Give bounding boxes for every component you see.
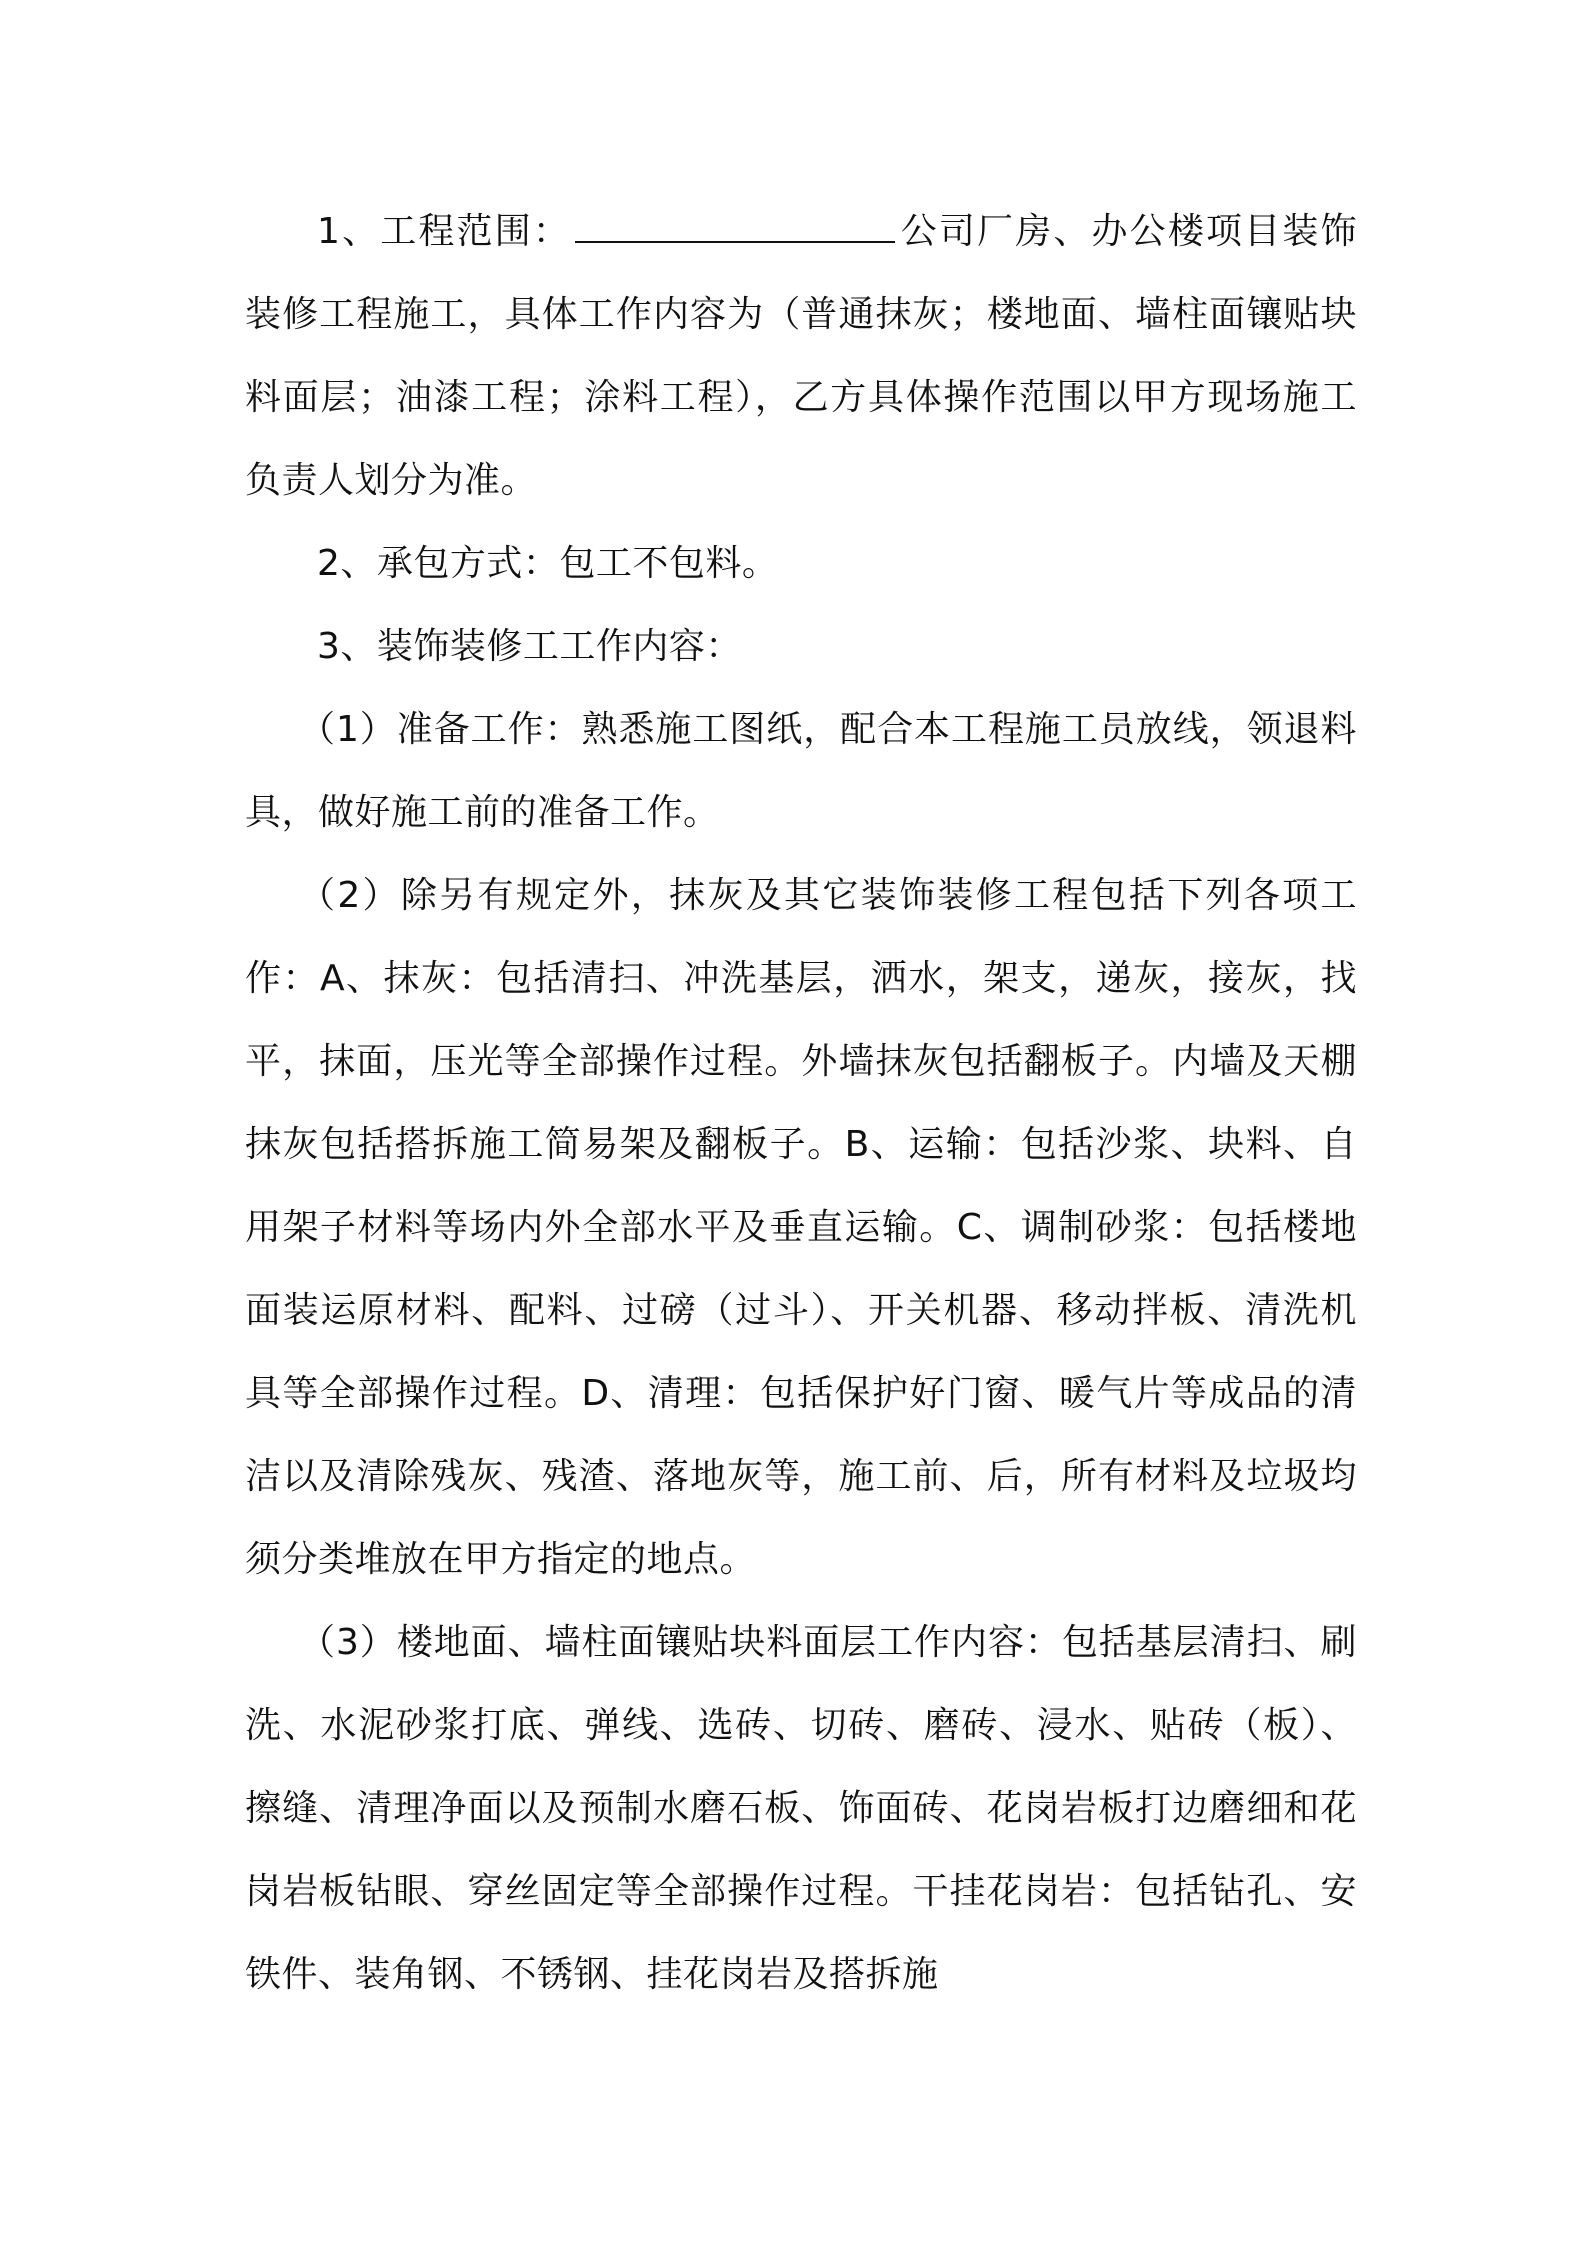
paragraph-plastering: （2）除另有规定外，抹灰及其它装饰装修工程包括下列各项工作：A、抹灰：包括清扫、冲洗基层，洒水，架支，递灰，接灰，找平，抹面，压光等全部操作过程。外墙抹灰包括翻板子。内墙及天棚抹灰包括搭拆施工简易架及翻板子。B、运输：包括沙浆、块料、自用架子材料等场内外全部水平及垂直运输。C、调制砂浆：包括楼地面装运原材料、配料、过磅（过斗）、开关机器、移动拌板、清洗机具等全部操作过程。D、清理：包括保护好门窗、暖气片等成品的清洁以及清除残灰、残渣、落地灰等，施工前、后，所有材料及垃圾均须分类堆放在甲方指定的地点。: [245, 875, 1357, 1580]
paragraph-contract-method: 2、承包方式：包工不包料。: [317, 543, 779, 584]
document-page: [245, 190, 1357, 2016]
scope-label: 1、工程范围：: [317, 211, 572, 252]
paragraph-work-content-heading: 3、装饰装修工工作内容：: [317, 626, 742, 667]
company-name-blank: [575, 211, 895, 243]
scope-text: 公司厂房、办公楼项目装饰装修工程施工，具体工作内容为（普通抹灰；楼地面、墙柱面镶贴块料面层；油漆工程；涂料工程），乙方具体操作范围以甲方现场施工负责人划分为准。: [245, 211, 1357, 501]
paragraph-preparation: （1）准备工作：熟悉施工图纸，配合本工程施工员放线，领退料具，做好施工前的准备工作。: [245, 709, 1357, 833]
paragraph-tiling: （3）楼地面、墙柱面镶贴块料面层工作内容：包括基层清扫、刷洗、水泥砂浆打底、弹线、选砖、切砖、磨砖、浸水、贴砖（板）、擦缝、清理净面以及预制水磨石板、饰面砖、花岗岩板打边磨细和花岗岩板钻眼、穿丝固定等全部操作过程。干挂花岗岩：包括钻孔、安铁件、装角钢、不锈钢、挂花岗岩及搭拆施: [245, 1622, 1357, 1995]
paragraph-scope: [245, 190, 1357, 522]
